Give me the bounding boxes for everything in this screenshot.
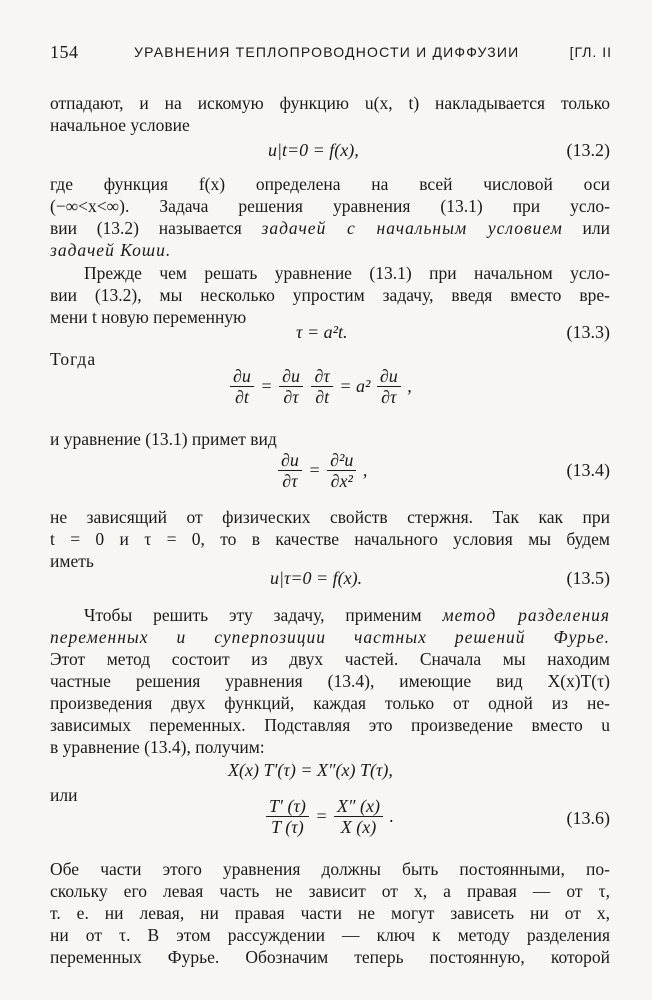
equation-13-2 (50, 132, 610, 172)
text-line: вии (13.2), мы несколько упростим задачу, введя вместо вре- (50, 285, 610, 305)
numerator: X″ (x) (334, 796, 383, 817)
equation-body: $\frac{\partial u}{\partial t}$ = $\frac{\partial u}{\partial\tau}$ $\frac{\partial\tau}{\partial t}$ = a² $\frac{\partial u}{\partial\tau}$ , (228, 366, 412, 407)
text-line: скольку его левая часть не зависит от x, а правая — от τ, (50, 881, 610, 901)
text-line: (−∞<x<∞). Задача решения уравнения (13.1) при усло- (50, 196, 610, 216)
numerator: ∂²u (327, 450, 356, 471)
equation-body: u|t=0 = f(x), (268, 140, 359, 160)
equation-body: τ = a²t. (296, 322, 348, 342)
equation-body: $\frac{\partial u}{\partial\tau}$ = $\frac{\text{∂²u}}{\text{∂x²}}$ , (276, 450, 367, 491)
fraction (266, 796, 309, 837)
text-line (50, 604, 610, 626)
text-line: и уравнение (13.1) примет вид (50, 429, 277, 449)
text-line: где функция f(x) определена на всей числовой оси (50, 174, 610, 194)
text-line: отпадают, и на искомую функцию u(x, t) накладывается только (50, 93, 610, 113)
equation-body: u|τ=0 = f(x). (270, 568, 363, 588)
equation-number: (13.5) (566, 568, 610, 588)
equation-number: (13.4) (566, 460, 610, 480)
denominator: ∂τ (282, 471, 298, 491)
equation-number: (13.3) (566, 322, 610, 342)
text-line (50, 217, 610, 239)
numerator: ∂u (278, 450, 302, 471)
text-line: Этот метод состоит из двух частей. Сначала мы находим (50, 649, 610, 669)
term-emphasis: задачей Коши. (50, 240, 172, 260)
fraction (377, 366, 401, 407)
numerator: ∂u (279, 366, 303, 387)
text-span: вии (13.2) называется (50, 218, 262, 238)
fraction (279, 366, 303, 407)
fraction (327, 450, 356, 491)
equation-body: X(x) T′(τ) = X″(x) T(τ), (228, 760, 393, 780)
equation-13-6 (50, 796, 610, 852)
numerator: T′ (τ) (266, 796, 309, 817)
running-title: УРАВНЕНИЯ ТЕПЛОПРОВОДНОСТИ И ДИФФУЗИИ (134, 44, 520, 60)
text-line: переменных Фурье. Обозначим теперь постоянную, которой (50, 947, 610, 967)
denominator: X (x) (340, 817, 377, 837)
text-line: произведения двух функций, каждая только от одной из не- (50, 693, 610, 713)
equation-middle: = a² (339, 376, 371, 396)
term-emphasis: переменных и суперпозиции частных решений Фурье. (50, 627, 610, 647)
equation-number: (13.6) (566, 808, 610, 828)
denominator: ∂τ (381, 387, 397, 407)
term-emphasis: метод разделения (442, 605, 611, 625)
text-span: или (562, 218, 611, 238)
text-line: в уравнение (13.4), получим: (50, 737, 265, 757)
page-header (50, 42, 612, 66)
denominator: ∂t (235, 387, 249, 407)
page-number: 154 (50, 42, 79, 62)
denominator: T (τ) (271, 817, 304, 837)
equation-chain-rule (50, 366, 610, 422)
denominator: ∂t (315, 387, 330, 407)
chapter-label: [ГЛ. II (569, 44, 612, 60)
text-line: t = 0 и τ = 0, то в качестве начального условия мы будем (50, 529, 610, 549)
numerator: ∂τ (311, 366, 332, 387)
fraction (230, 366, 254, 407)
text-line: или (50, 785, 78, 805)
text-line: зависимых переменных. Подставляя это произведение вместо u (50, 715, 610, 735)
text-line: не зависящий от физических свойств стержня. Так как при (50, 507, 610, 527)
numerator: ∂u (230, 366, 254, 387)
equation-13-4 (50, 450, 610, 506)
term-emphasis: задачей с начальным условием (261, 218, 563, 238)
denominator: ∂τ (283, 387, 299, 407)
equation-body: $\frac{T' (\tau)}{T (\tau)}$ = $\frac{X'' (x)}{X (x)}$ . (264, 796, 394, 837)
text-line: иметь (50, 551, 94, 571)
fraction (278, 450, 302, 491)
text-line: мени t новую переменную (50, 307, 247, 327)
text-line: ни от τ. В этом рассуждении — ключ к методу разделения (50, 925, 610, 945)
text-line: Обе части этого уравнения должны быть постоянными, по- (50, 859, 610, 879)
text-line: частные решения уравнения (13.4), имеющие вид X(x)T(τ) (50, 671, 610, 691)
fraction (311, 366, 332, 407)
text-line: начальное условие (50, 115, 190, 135)
denominator: ∂x² (330, 471, 353, 491)
text-line: Тогда (50, 349, 97, 369)
numerator: ∂u (377, 366, 401, 387)
text-span: Чтобы решить эту задачу, применим (84, 605, 443, 625)
text-line: Прежде чем решать уравнение (13.1) при начальном усло- (84, 263, 610, 283)
equation-number: (13.2) (566, 140, 610, 160)
equation-13-5 (50, 560, 610, 600)
fraction (334, 796, 383, 837)
text-line: т. е. ни левая, ни правая части не могут зависеть ни от x, (50, 903, 610, 923)
